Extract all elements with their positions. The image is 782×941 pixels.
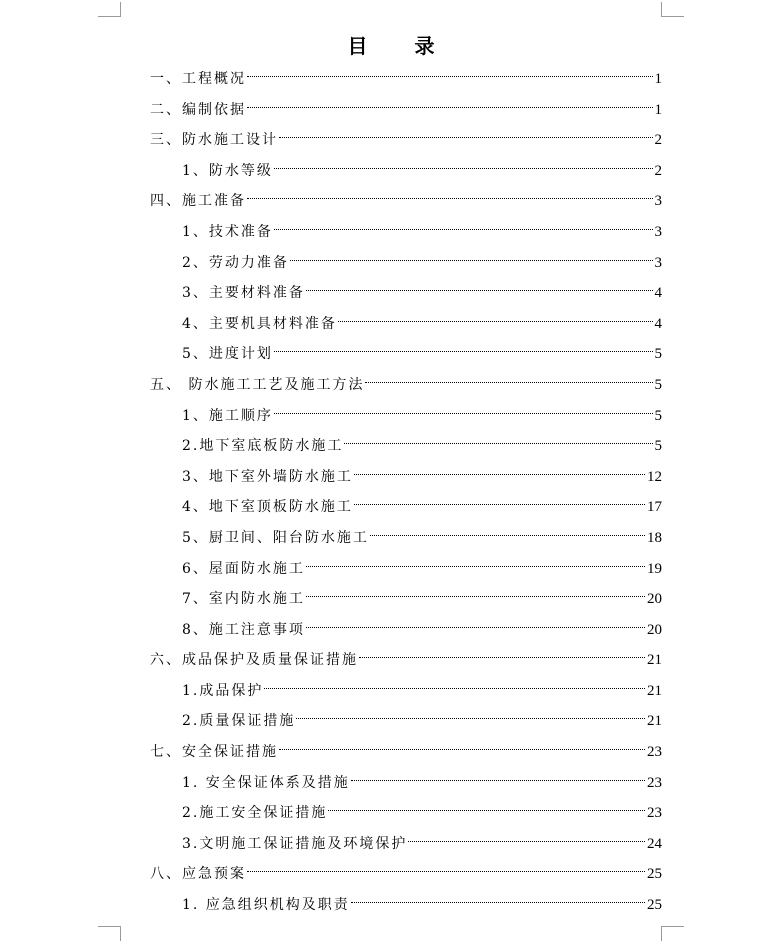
toc-subentry[interactable] (150, 615, 662, 646)
toc-entry-label: 7、室内防水施工 (182, 591, 305, 608)
toc-entry[interactable] (150, 186, 662, 217)
dot-leader (306, 566, 645, 567)
toc-subentry[interactable] (150, 890, 662, 921)
dot-leader (247, 107, 653, 108)
toc-entry-label: 八、应急预案 (150, 866, 246, 883)
toc-entry-label: 2.地下室底板防水施工 (182, 438, 344, 455)
dot-leader (296, 718, 645, 719)
toc-page-number: 18 (647, 529, 662, 546)
toc-subentry[interactable] (150, 768, 662, 799)
dot-leader (247, 76, 653, 77)
dot-leader (247, 198, 653, 199)
toc-entry-label: 七、安全保证措施 (150, 744, 278, 761)
dot-leader (338, 321, 653, 322)
toc-page-number: 25 (647, 897, 662, 914)
toc-entry-label: 4、主要机具材料准备 (182, 315, 337, 332)
toc-page-number: 5 (654, 346, 662, 363)
toc-entry[interactable] (150, 125, 662, 156)
toc-page-number: 5 (654, 376, 662, 393)
toc-page-number: 2 (654, 132, 662, 149)
toc-entry-label: 5、进度计划 (182, 346, 273, 363)
toc-page-number: 3 (654, 223, 662, 240)
toc-page-number: 1 (654, 101, 662, 118)
toc-page-number: 24 (647, 835, 662, 852)
page-corner-mark-bottom-left (98, 926, 121, 941)
toc-page-number: 25 (647, 866, 662, 883)
toc-entry-label: 1、技术准备 (182, 223, 273, 240)
dot-leader (306, 290, 653, 291)
toc-page-number: 23 (647, 774, 662, 791)
toc-entry-label: 1. 应急组织机构及职责 (182, 897, 350, 914)
dot-leader (408, 841, 645, 842)
toc-entry-label: 六、成品保护及质量保证措施 (150, 652, 358, 669)
dot-leader (274, 168, 653, 169)
toc-page-number: 3 (654, 254, 662, 271)
toc-page-number: 19 (647, 560, 662, 577)
toc-subentry[interactable] (150, 309, 662, 340)
toc-entry-label: 2.施工安全保证措施 (182, 805, 328, 822)
toc-page-number: 1 (654, 71, 662, 87)
toc-entry-label: 3、地下室外墙防水施工 (182, 468, 353, 485)
page-corner-mark-top-right (661, 2, 684, 17)
toc-entry[interactable] (150, 64, 662, 95)
toc-subentry[interactable] (150, 829, 662, 860)
dot-leader (344, 443, 652, 444)
toc-entry-label: 1、防水等级 (182, 162, 273, 179)
dot-leader (354, 474, 645, 475)
dot-leader (359, 657, 645, 658)
page-corner-mark-top-left (98, 2, 121, 17)
toc-page-number: 23 (647, 744, 662, 761)
toc-title: 目 录 (347, 34, 455, 58)
toc-page-number: 5 (654, 407, 662, 424)
toc-entry-label: 3.文明施工保证措施及环境保护 (182, 835, 408, 852)
toc-page-number: 21 (647, 652, 662, 669)
toc-subentry[interactable] (150, 462, 662, 493)
dot-leader (274, 351, 653, 352)
toc-entry-label: 5、厨卫间、阳台防水施工 (182, 529, 369, 546)
toc-subentry[interactable] (150, 431, 662, 462)
toc-subentry[interactable] (150, 217, 662, 248)
toc-entry-label: 2、劳动力准备 (182, 254, 289, 271)
toc-subentry[interactable] (150, 676, 662, 707)
toc-page-number: 21 (647, 682, 662, 699)
toc-entry-label: 1、施工顺序 (182, 407, 273, 424)
toc-subentry[interactable] (150, 706, 662, 737)
toc-entry-label: 四、施工准备 (150, 193, 246, 210)
toc-page-number: 4 (654, 315, 662, 332)
toc-page-number: 23 (647, 805, 662, 822)
dot-leader (279, 749, 645, 750)
toc-subentry[interactable] (150, 278, 662, 309)
toc-subentry[interactable] (150, 156, 662, 187)
dot-leader (370, 535, 645, 536)
toc-entry[interactable] (150, 645, 662, 676)
toc-entry-label: 4、地下室顶板防水施工 (182, 499, 353, 516)
toc-subentry[interactable] (150, 492, 662, 523)
toc-page-number: 5 (654, 438, 662, 455)
toc-page-number: 20 (647, 621, 662, 638)
toc-entry-label: 1.成品保护 (182, 682, 264, 699)
toc-page-number: 4 (654, 285, 662, 302)
dot-leader (365, 382, 652, 383)
toc-entry-label: 五、 防水施工工艺及施工方法 (150, 376, 365, 393)
toc-entry-label: 2.质量保证措施 (182, 713, 296, 730)
toc-page-number: 12 (647, 468, 662, 485)
dot-leader (274, 229, 653, 230)
toc-page-number: 20 (647, 591, 662, 608)
dot-leader (351, 780, 645, 781)
toc-entry[interactable] (150, 737, 662, 768)
toc-entry-label: 8、施工注意事项 (182, 621, 305, 638)
toc-entry[interactable] (150, 95, 662, 126)
page-corner-mark-bottom-right (661, 926, 684, 941)
toc-entry[interactable] (150, 859, 662, 890)
toc-entry-label: 3、主要材料准备 (182, 285, 305, 302)
toc-subentry[interactable] (150, 339, 662, 370)
table-of-contents (150, 64, 662, 921)
toc-entry-label: 6、屋面防水施工 (182, 560, 305, 577)
toc-page-number: 3 (654, 193, 662, 210)
dot-leader (290, 260, 653, 261)
toc-entry-label: 一、工程概况 (150, 71, 246, 87)
dot-leader (306, 627, 645, 628)
dot-leader (279, 137, 653, 138)
toc-entry-label: 三、防水施工设计 (150, 132, 278, 149)
dot-leader (264, 688, 645, 689)
toc-subentry[interactable] (150, 401, 662, 432)
toc-subentry[interactable] (150, 523, 662, 554)
dot-leader (274, 413, 653, 414)
dot-leader (328, 810, 645, 811)
toc-subentry[interactable] (150, 554, 662, 585)
toc-entry-label: 二、编制依据 (150, 101, 246, 118)
toc-subentry[interactable] (150, 584, 662, 615)
dot-leader (354, 504, 645, 505)
toc-page-number: 2 (654, 162, 662, 179)
toc-entry-label: 1. 安全保证体系及措施 (182, 774, 350, 791)
dot-leader (351, 902, 645, 903)
dot-leader (306, 596, 645, 597)
dot-leader (247, 871, 645, 872)
toc-subentry[interactable] (150, 248, 662, 279)
toc-page-number: 21 (647, 713, 662, 730)
toc-entry[interactable] (150, 370, 662, 401)
toc-page-number: 17 (647, 499, 662, 516)
toc-subentry[interactable] (150, 798, 662, 829)
